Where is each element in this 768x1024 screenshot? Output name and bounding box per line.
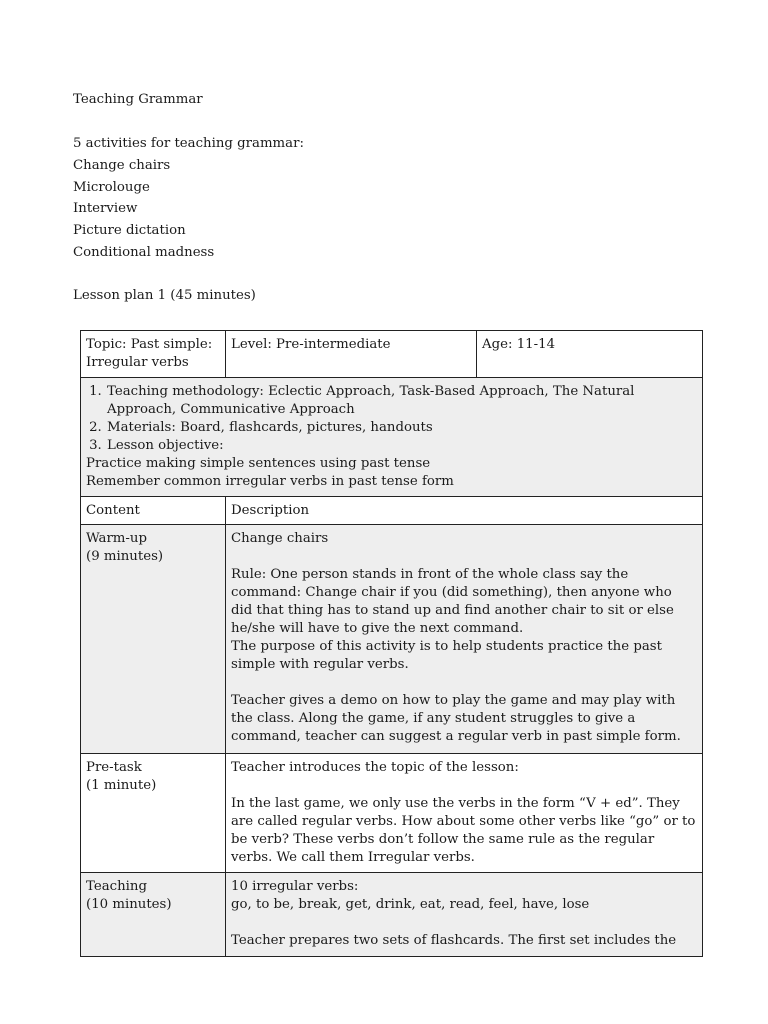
description-title: Teacher introduces the topic of the lesson:	[231, 760, 519, 775]
topic-text: Topic: Past simple:	[86, 337, 213, 352]
description-text: go, to be, break, get, drink, eat, read, feel, have, lose	[231, 897, 590, 912]
list-item: 1. Teaching methodology: Eclectic Approach, Task-Based Approach, The Natural Approach, Communicative Approach	[106, 383, 697, 419]
topic-text: Irregular verbs	[86, 355, 189, 370]
activity-item: Picture dictation	[73, 223, 186, 238]
stage-name: Teaching	[86, 879, 147, 894]
description-text: In the last game, we only use the verbs in the form “V + ed”. They are called regular verbs. How about some other verbs like “go” or to be verb? These verbs don’t follow the same rule as the regular verbs. We call them Irregular verbs.	[231, 796, 696, 865]
level-cell	[226, 331, 477, 378]
list-item: 2. Materials: Board, flashcards, pictures, handouts	[106, 419, 697, 437]
stage-name: Warm-up	[86, 531, 147, 546]
lesson-info-list	[86, 383, 697, 455]
table-header-row	[81, 497, 703, 525]
activity-item: Change chairs	[73, 158, 171, 173]
table-row	[81, 525, 703, 754]
stage-time: (10 minutes)	[86, 897, 172, 912]
stage-time: (1 minute)	[86, 778, 157, 793]
table-row	[81, 378, 703, 497]
stage-cell	[81, 754, 226, 873]
description-cell	[226, 525, 703, 754]
column-header-label: Description	[231, 503, 310, 518]
topic-cell	[81, 331, 226, 378]
column-header-description	[226, 497, 703, 525]
activity-item: Interview	[73, 201, 138, 216]
activities-heading: 5 activities for teaching grammar:	[73, 136, 304, 151]
age-cell	[477, 331, 703, 378]
description-cell	[226, 873, 703, 957]
activity-item: Conditional madness	[73, 245, 215, 260]
lesson-plan-heading: Lesson plan 1 (45 minutes)	[73, 288, 256, 303]
description-title: Change chairs	[231, 531, 329, 546]
table-row	[81, 873, 703, 957]
level-text: Level: Pre-intermediate	[231, 337, 391, 352]
objective-text: Practice making simple sentences using past tense	[86, 456, 431, 471]
description-text: Rule: One person stands in front of the whole class say the command: Change chair if you (did something), then anyone who did that thing has to stand up and find another chair to sit or else he/she will have to give the next command.	[231, 567, 674, 636]
age-text: Age: 11-14	[482, 337, 556, 352]
lesson-plan-table	[80, 330, 703, 957]
description-text: The purpose of this activity is to help students practice the past simple with regular verbs.	[231, 639, 662, 672]
stage-time: (9 minutes)	[86, 549, 164, 564]
table-row	[81, 754, 703, 873]
table-row	[81, 331, 703, 378]
document-title: Teaching Grammar	[73, 92, 203, 107]
description-text: Teacher prepares two sets of flashcards. The first set includes the	[231, 933, 677, 948]
objective-text: Remember common irregular verbs in past tense form	[86, 474, 454, 489]
column-header-label: Content	[86, 503, 140, 518]
stage-name: Pre-task	[86, 760, 142, 775]
column-header-content	[81, 497, 226, 525]
description-title: 10 irregular verbs:	[231, 879, 359, 894]
activity-item: Microlouge	[73, 180, 150, 195]
stage-cell	[81, 873, 226, 957]
list-item: 3. Lesson objective:	[106, 437, 697, 455]
description-text: Teacher gives a demo on how to play the game and may play with the class. Along the game, if any student struggles to give a command, teacher can suggest a regular verb in past simple form.	[231, 693, 681, 744]
lesson-info-cell	[81, 378, 703, 497]
stage-cell	[81, 525, 226, 754]
description-cell	[226, 754, 703, 873]
